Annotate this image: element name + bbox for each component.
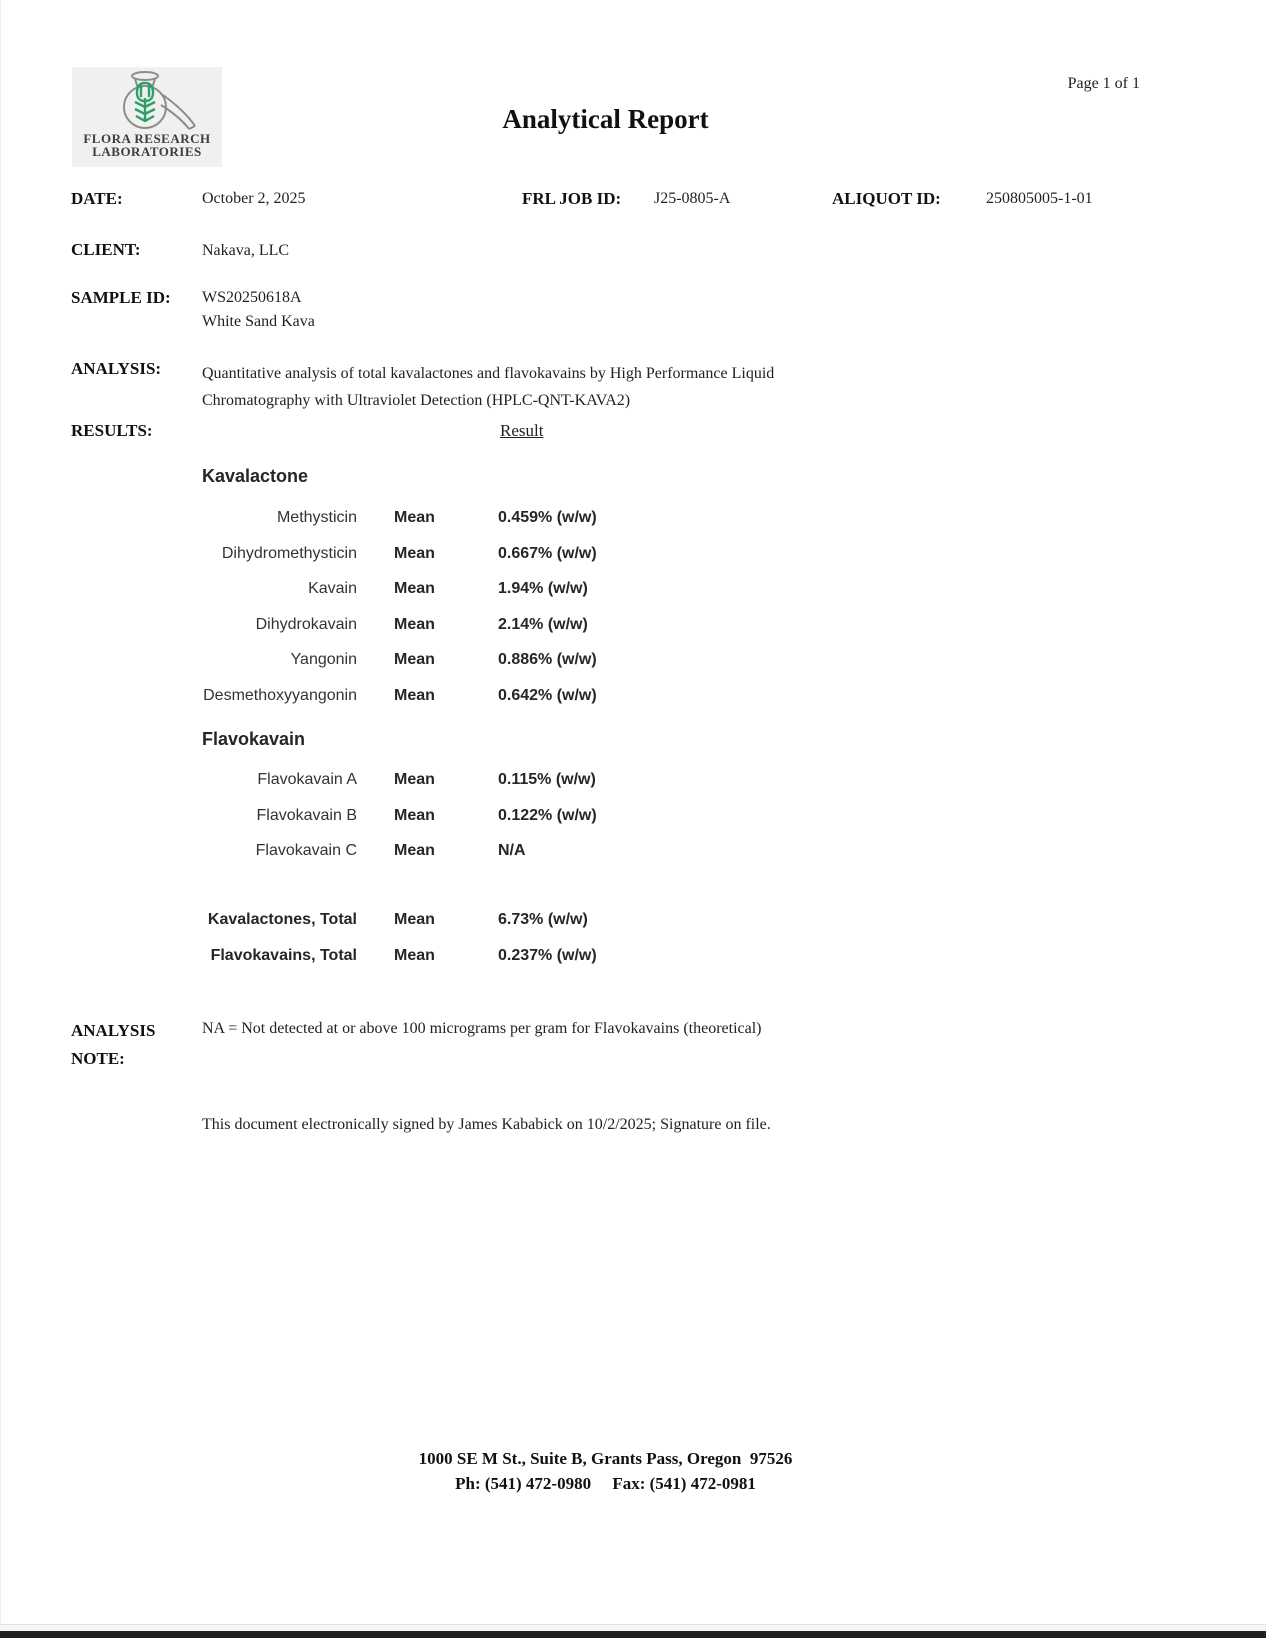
aliquot-id-value: 250805005-1-01 bbox=[986, 190, 1093, 207]
result-row bbox=[0, 642, 1266, 678]
section-header-kavalactone: Kavalactone bbox=[202, 466, 309, 486]
result-column-header: Result bbox=[500, 421, 544, 440]
stat-label: Mean bbox=[394, 651, 435, 668]
stat-label: Mean bbox=[394, 771, 435, 788]
result-row bbox=[0, 607, 1266, 643]
result-value: 0.122% (w/w) bbox=[498, 806, 597, 824]
result-value: 0.115% (w/w) bbox=[498, 771, 596, 788]
frl-job-id-value: J25-0805-A bbox=[654, 190, 731, 207]
date-value: October 2, 2025 bbox=[202, 190, 306, 207]
result-value: 0.642% (w/w) bbox=[498, 686, 597, 704]
result-value: 1.94% (w/w) bbox=[498, 580, 588, 597]
frl-job-id-label: FRL JOB ID: bbox=[522, 189, 622, 208]
kavalactone-rows bbox=[0, 500, 1266, 713]
stat-label: Mean bbox=[394, 509, 435, 526]
analysis-line1: Quantitative analysis of total kavalactones and flavokavains by High Performance Liquid bbox=[202, 365, 775, 382]
analyte-name: Dihydrokavain bbox=[255, 615, 357, 633]
sample-name: White Sand Kava bbox=[202, 313, 315, 330]
sample-id-value: WS20250618A bbox=[202, 289, 302, 306]
stat-label: Mean bbox=[394, 615, 435, 633]
result-value: 0.886% (w/w) bbox=[498, 651, 597, 668]
analysis-label: ANALYSIS: bbox=[71, 359, 162, 378]
stat-label: Mean bbox=[394, 911, 435, 928]
result-row bbox=[0, 833, 1266, 869]
results-label: RESULTS: bbox=[71, 421, 153, 440]
flavokavain-rows bbox=[0, 762, 1266, 869]
footer-phone-fax: Ph: (541) 472-0980 Fax: (541) 472-0981 bbox=[455, 1474, 756, 1493]
result-value: 0.237% (w/w) bbox=[498, 946, 597, 964]
logo-name-line1: FLORA RESEARCH bbox=[83, 131, 211, 146]
result-row bbox=[0, 500, 1266, 536]
page-number: Page 1 of 1 bbox=[1067, 75, 1140, 92]
result-value: N/A bbox=[498, 842, 526, 859]
analyte-name: Dihydromethysticin bbox=[221, 544, 357, 562]
result-row bbox=[0, 678, 1266, 714]
signature-statement: This document electronically signed by James Kababick on 10/2/2025; Signature on file. bbox=[202, 1116, 771, 1133]
analysis-note-text: NA = Not detected at or above 100 micrograms per gram for Flavokavains (theoretical) bbox=[202, 1020, 762, 1037]
viewport-bottom-bar bbox=[0, 1631, 1266, 1638]
result-row bbox=[0, 571, 1266, 607]
stat-label: Mean bbox=[394, 842, 435, 859]
analysis-line2: Chromatography with Ultraviolet Detection (HPLC-QNT-KAVA2) bbox=[202, 392, 631, 409]
analyte-name: Flavokavain C bbox=[255, 842, 357, 859]
result-row bbox=[0, 938, 1266, 974]
result-row bbox=[0, 536, 1266, 572]
client-value: Nakava, LLC bbox=[202, 242, 290, 259]
stat-label: Mean bbox=[394, 946, 435, 964]
date-label: DATE: bbox=[71, 189, 123, 208]
footer-address: 1000 SE M St., Suite B, Grants Pass, Oregon 97526 bbox=[418, 1449, 793, 1468]
section-header-flavokavain: Flavokavain bbox=[202, 729, 306, 749]
page-left-edge bbox=[0, 0, 1, 1638]
aliquot-id-label: ALIQUOT ID: bbox=[832, 189, 941, 208]
stat-label: Mean bbox=[394, 544, 435, 562]
analyte-name: Flavokavain A bbox=[257, 771, 357, 788]
totals-rows bbox=[0, 902, 1266, 973]
result-row bbox=[0, 762, 1266, 798]
result-value: 0.459% (w/w) bbox=[498, 509, 597, 526]
analyte-name: Desmethoxyyangonin bbox=[203, 686, 357, 704]
logo-name-line2: LABORATORIES bbox=[92, 144, 202, 159]
report-title: Analytical Report bbox=[502, 104, 709, 134]
analyte-name: Methysticin bbox=[276, 509, 357, 526]
result-value: 0.667% (w/w) bbox=[498, 544, 597, 562]
result-row bbox=[0, 902, 1266, 938]
analysis-note-label-line2: NOTE: bbox=[71, 1049, 125, 1068]
analyte-name: Kavain bbox=[308, 580, 357, 597]
stat-label: Mean bbox=[394, 686, 435, 704]
analyte-name: Yangonin bbox=[290, 651, 357, 668]
analysis-note-label-line1: ANALYSIS bbox=[71, 1021, 156, 1040]
analyte-name: Flavokavains, Total bbox=[210, 946, 357, 964]
result-value: 6.73% (w/w) bbox=[498, 911, 588, 928]
analyte-name: Flavokavain B bbox=[256, 806, 357, 824]
stat-label: Mean bbox=[394, 806, 435, 824]
sample-id-label: SAMPLE ID: bbox=[71, 288, 171, 307]
result-row bbox=[0, 798, 1266, 834]
analysis-description bbox=[202, 360, 862, 414]
analyte-name: Kavalactones, Total bbox=[207, 911, 357, 928]
stat-label: Mean bbox=[394, 580, 435, 597]
result-value: 2.14% (w/w) bbox=[498, 615, 588, 633]
analysis-note-label bbox=[71, 1017, 155, 1073]
client-label: CLIENT: bbox=[71, 240, 141, 259]
